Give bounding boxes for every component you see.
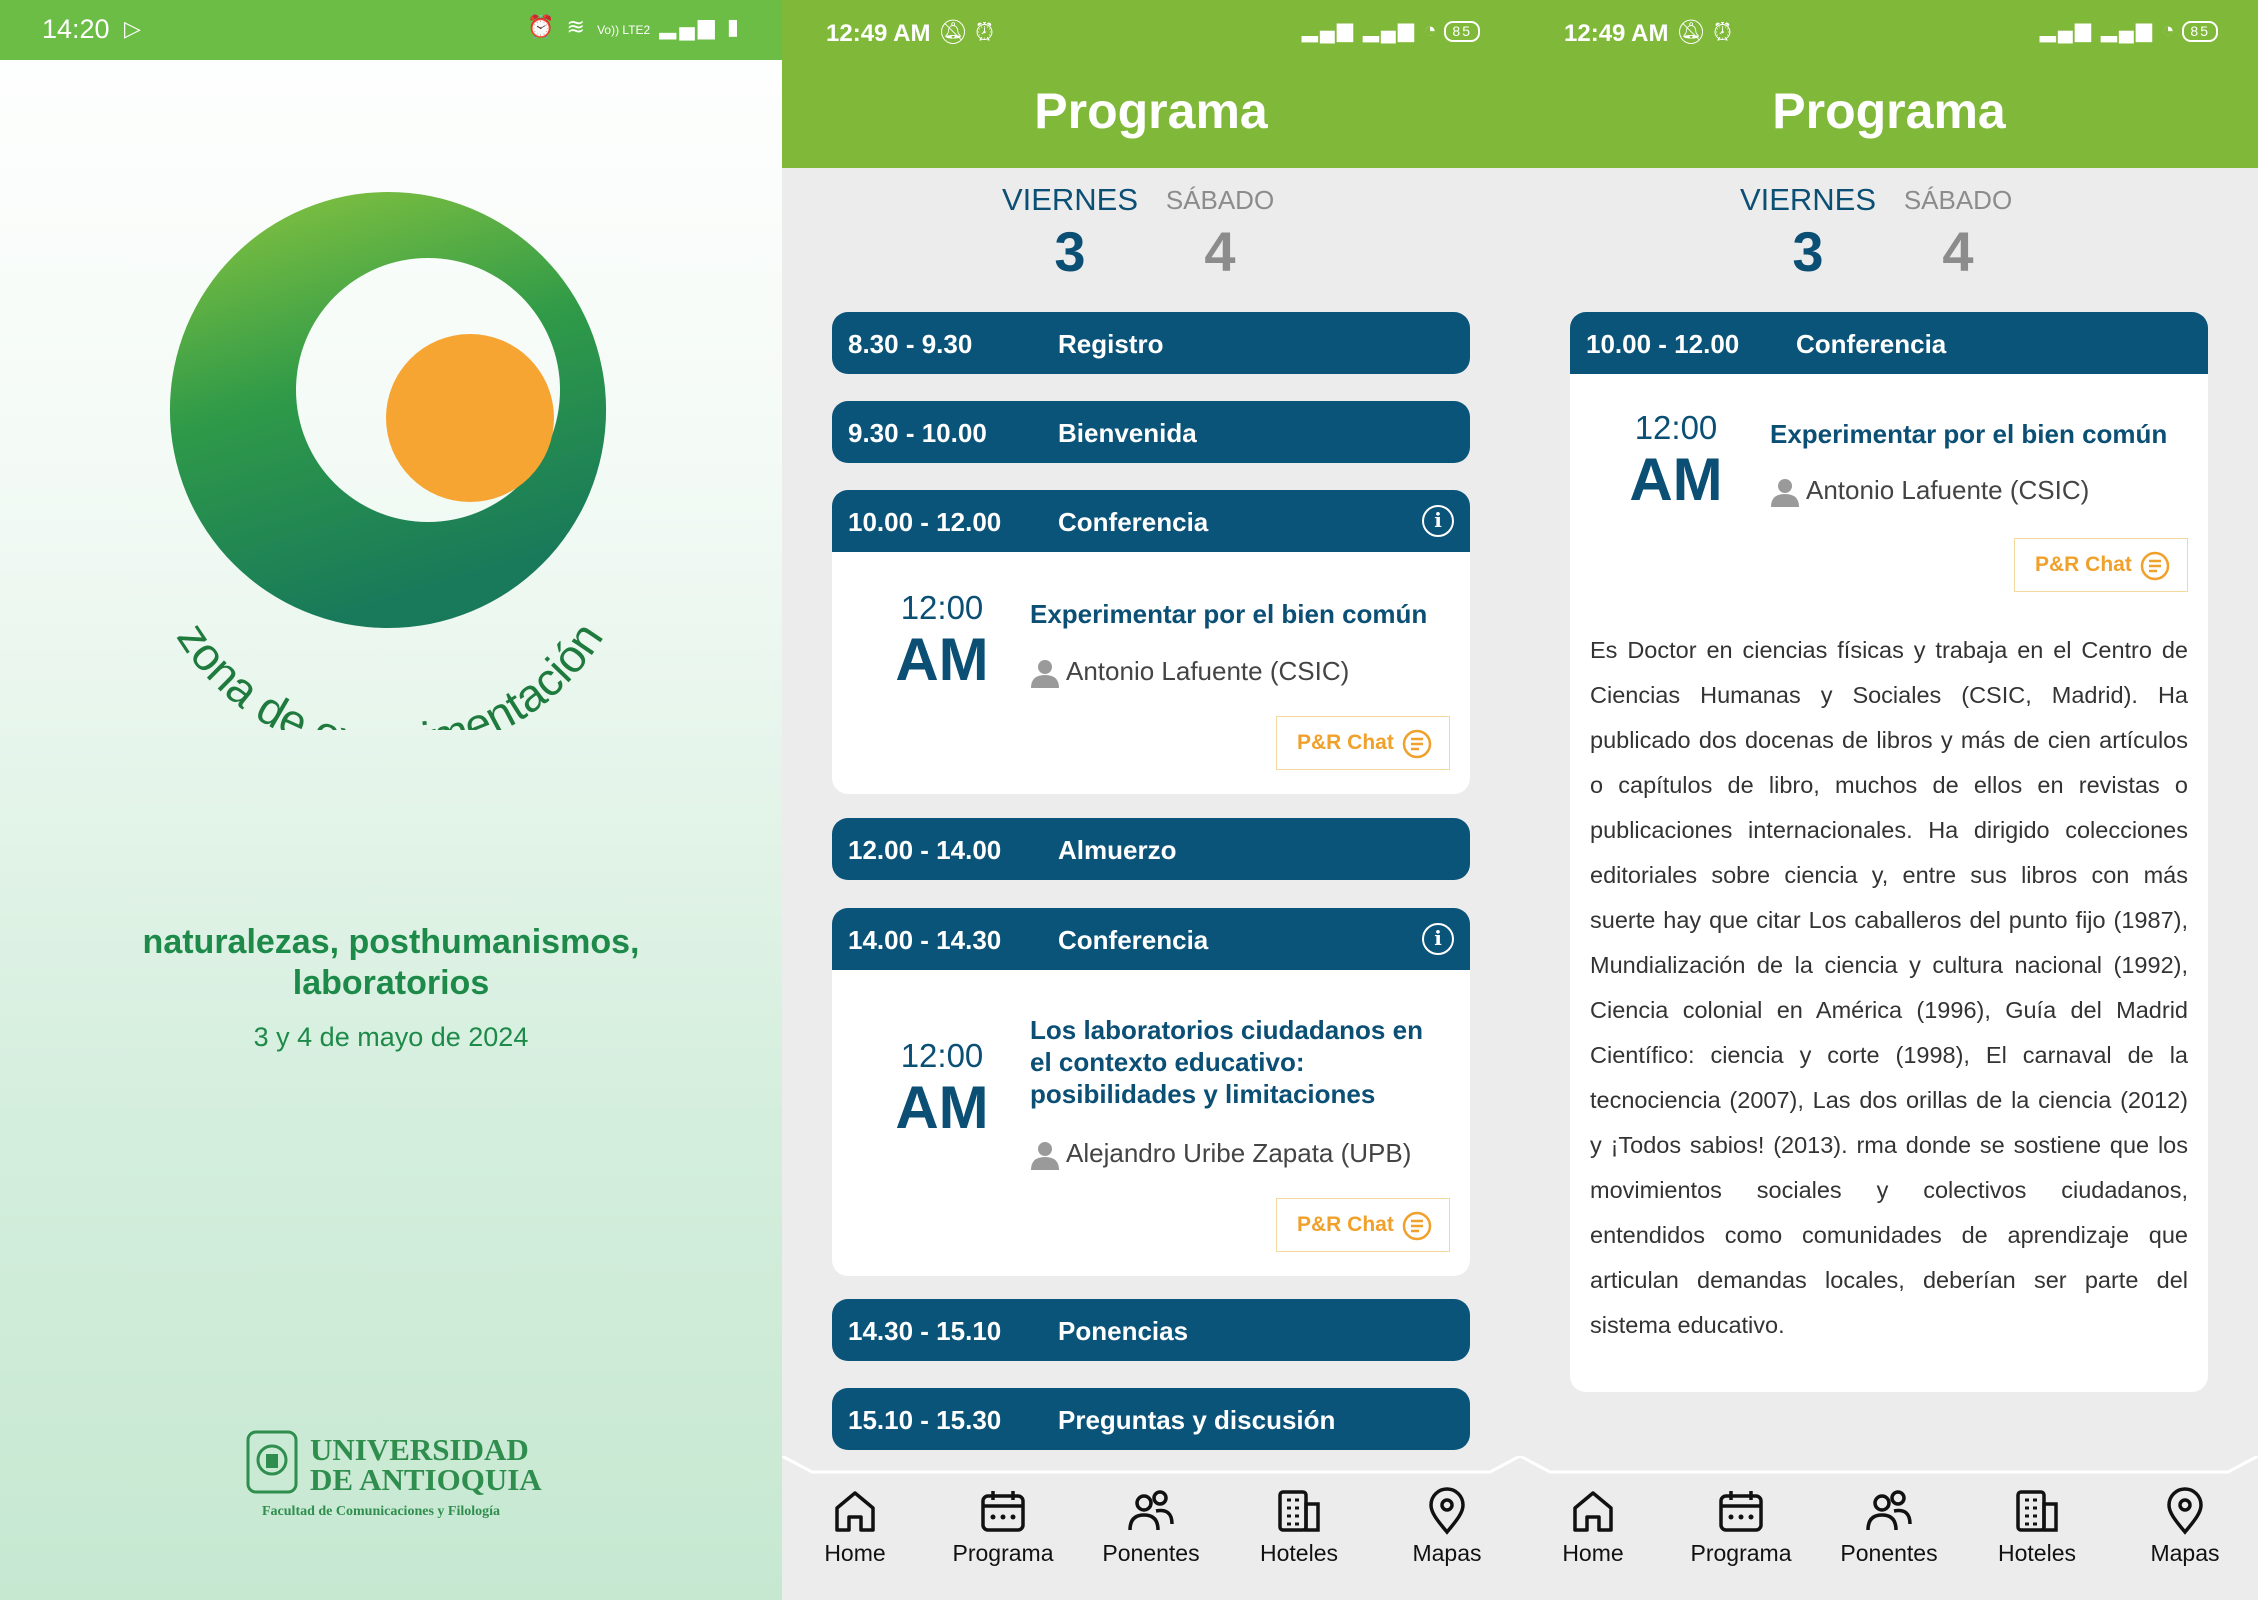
slot-label: Preguntas y discusión [1058,1405,1336,1435]
network-label: Vo)) LTE2 [597,23,651,37]
slot-time: 14.30 - 15.10 [848,1316,1002,1346]
program-screen [782,0,1520,1600]
wifi-icon: ◔ [1423,19,1439,42]
tab-viernes[interactable] [1738,180,1878,284]
tab-sabado[interactable] [1888,180,2028,284]
chat-label: P&R Chat [1297,1213,1394,1236]
bottom-nav [1520,1456,2258,1600]
talk-ampm: AM [895,626,989,693]
building-icon [1274,1486,1324,1536]
talk-ampm: AM [895,1074,989,1141]
program-detail-screen [1520,0,2258,1600]
talk-speaker[interactable] [1770,475,2089,507]
nav-label: Ponentes [1840,1540,1938,1566]
university-name-line1: UNIVERSIDAD [310,1432,529,1467]
slot-almuerzo[interactable] [832,818,1470,880]
building-icon [2012,1486,2062,1536]
nav-programa[interactable] [1676,1486,1806,1567]
speaker-name: Antonio Lafuente (CSIC) [1066,656,1350,686]
slot-time: 10.00 - 12.00 [1586,329,1740,359]
status-icons-right [1302,18,1480,43]
tab-viernes[interactable] [1000,180,1140,284]
talk-time [872,1036,1012,1140]
signal-icon: ▂▄▆ [1362,19,1416,42]
university-name-line2: DE ANTIOQUIA [310,1462,542,1497]
slot-registro[interactable] [832,312,1470,374]
signal-icon: ▂▄▆ [2039,19,2093,42]
tab-day-name: VIERNES [1739,182,1877,217]
slot-header[interactable] [1570,312,2208,374]
status-icons-left [1676,18,1732,47]
people-icon [1126,1486,1176,1536]
calendar-icon [978,1486,1028,1536]
person-icon [1030,1140,1060,1170]
status-icons-left [938,18,994,47]
slot-card-conferencia-2 [832,908,1470,1276]
chat-icon [1401,728,1433,760]
nav-label: Hoteles [1260,1540,1338,1566]
slot-time: 9.30 - 10.00 [848,418,987,448]
nav-programa[interactable] [938,1486,1068,1567]
nav-ponentes[interactable] [1086,1486,1216,1567]
orange-sun [386,334,554,502]
tab-day-number: 4 [1204,220,1236,283]
status-time: 12:49 AM [826,20,931,47]
page-title: Programa [1034,83,1268,139]
home-icon [830,1486,880,1536]
talk-speaker[interactable] [1030,1138,1411,1170]
mute-icon: 🔕︎ [1676,19,1707,46]
calendar-icon [1716,1486,1766,1536]
faculty-name: Facultad de Comunicaciones y Filología [262,1504,500,1519]
nav-label: Programa [952,1540,1054,1566]
university-seal-icon [246,1430,298,1494]
tab-day-number: 3 [1792,220,1824,283]
speaker-bio: Es Doctor en ciencias físicas y trabaja en el Centro de Ciencias Humanas y Sociales (CSIC, Madrid). Ha publicado dos docenas de libros y más de cien artículos o capítulos de libro, muchos de ellos en revistas o publicaciones internacionales. Ha dirigido colecciones editoriales sobre ciencia y, entre sus libros con más suerte hay que citar Los caballeros del punto fijo (1987), Mundialización de la ciencia y cultura nacional (1992), Ciencia colonial en América (1996), Guía del Madrid Científico: ciencia y corte (1998), El carnaval de la tecnociencia (2007), Las dos orillas de la ciencia (2012) y ¡Todos sabios! (2013). rma donde se sostiene que los movimientos sociales y colectivos ciudadanos, entendidos como comunidades de aprendizaje que articulan demandas locales, deberían ser parte del sistema educativo. [1590,637,2188,1338]
slot-card-conferencia [832,490,1470,794]
chat-icon [2139,550,2171,582]
slot-header[interactable] [832,490,1470,552]
bottom-nav [782,1456,1520,1600]
talk-title[interactable]: Experimentar por el bien común [1030,599,1428,629]
tab-sabado[interactable] [1150,180,1290,284]
person-icon [1770,477,1800,507]
app-header [1520,0,2258,168]
slot-time: 15.10 - 15.30 [848,1405,1002,1435]
chat-label: P&R Chat [1297,731,1394,754]
alarm-icon: ⏰︎ [1713,19,1732,46]
talk-title[interactable]: Los laboratorios ciudadanos en el contexto educativo: posibilidades y limitaciones [1030,1015,1423,1109]
day-tabs [782,180,1520,290]
tab-day-number: 4 [1942,220,1974,283]
info-icon[interactable]: i [1422,505,1454,537]
event-dates: 3 y 4 de mayo de 2024 [253,1022,529,1052]
slot-label: Conferencia [1058,925,1209,955]
nav-ponentes[interactable] [1824,1486,1954,1567]
nav-home[interactable] [1528,1486,1658,1567]
battery-icon: 85 [2182,21,2218,42]
speaker-name: Alejandro Uribe Zapata (UPB) [1066,1138,1412,1168]
signal-icon: ▂▄▆ [659,14,718,39]
day-tabs [1520,180,2258,290]
app-header [782,0,1520,168]
logo-graphic [120,170,660,730]
slot-time: 10.00 - 12.00 [848,507,1002,537]
wifi-icon: ≋ [566,14,588,39]
mute-icon: 🔕︎ [938,19,969,46]
slot-label: Almuerzo [1058,835,1177,865]
battery-icon: ▮ [726,14,742,39]
nav-label: Home [1562,1540,1624,1566]
home-icon [1568,1486,1618,1536]
talk-hour: 12:00 [900,589,984,626]
talk-speaker[interactable] [1030,656,1349,688]
info-icon[interactable]: i [1422,923,1454,955]
slot-label: Registro [1058,329,1164,359]
logo-text: zona de entación [167,612,613,730]
slot-label: Conferencia [1796,329,1947,359]
talk-detail-card [1570,312,2208,1392]
nav-hoteles[interactable] [1972,1486,2102,1567]
talk-title: Experimentar por el bien común [1770,419,2168,449]
slot-time: 8.30 - 9.30 [848,329,973,359]
tab-day-name: SÁBADO [1903,185,2013,215]
tab-day-number: 3 [1054,220,1086,283]
chat-label: P&R Chat [2035,553,2132,576]
slot-label: Conferencia [1058,507,1209,537]
tab-day-name: SÁBADO [1165,185,1275,215]
nav-label: Ponentes [1102,1540,1200,1566]
person-icon [1030,658,1060,688]
splash-screen [0,0,782,1600]
chat-button[interactable] [1276,1198,1450,1252]
nav-label: Home [824,1540,886,1566]
map-pin-icon [2160,1486,2210,1536]
slot-time: 14.00 - 14.30 [848,925,1002,955]
chat-icon [1401,1210,1433,1242]
tagline: naturalezas, posthumanismos, laboratorios [142,923,640,1002]
nav-notch [1520,1456,2258,1476]
slot-label: Bienvenida [1058,418,1197,448]
map-pin-icon [1422,1486,1472,1536]
nav-label: Mapas [1412,1540,1482,1566]
chat-button[interactable] [1276,716,1450,770]
people-icon [1864,1486,1914,1536]
nav-home[interactable] [790,1486,920,1567]
event-logo [120,170,660,730]
slot-preguntas[interactable] [832,1388,1470,1450]
university-logo [246,1430,566,1520]
talk-time [1606,408,1746,512]
talk-hour: 12:00 [1634,409,1718,446]
play-store-icon: ▷ [124,16,141,41]
nav-notch [782,1456,1520,1476]
signal-icon: ▂▄▆ [1301,19,1355,42]
nav-label: Hoteles [1998,1540,2076,1566]
nav-mapas[interactable] [2120,1486,2250,1567]
alarm-icon: ⏰︎ [975,19,994,46]
nav-mapas[interactable] [1382,1486,1512,1567]
talk-ampm: AM [1629,446,1723,513]
chat-button[interactable] [2014,538,2188,592]
slot-ponencias[interactable] [832,1299,1470,1361]
status-icons-right [2040,18,2218,43]
status-time: 14:20 [42,14,110,44]
slot-label: Ponencias [1058,1316,1189,1346]
talk-time [872,588,1012,692]
page-title: Programa [1772,83,2006,139]
nav-label: Programa [1690,1540,1792,1566]
status-time: 12:49 AM [1564,20,1669,47]
status-icons [527,14,742,40]
talk-hour: 12:00 [900,1037,984,1074]
speaker-name: Antonio Lafuente (CSIC) [1806,475,2090,505]
slot-time: 12.00 - 14.00 [848,835,1002,865]
alarm-icon: ⏰ [526,14,558,39]
nav-hoteles[interactable] [1234,1486,1364,1567]
battery-icon: 85 [1444,21,1480,42]
nav-label: Mapas [2150,1540,2220,1566]
tab-day-name: VIERNES [1001,182,1139,217]
signal-icon: ▂▄▆ [2100,19,2154,42]
slot-bienvenida[interactable] [832,401,1470,463]
slot-header[interactable] [832,908,1470,970]
status-bar [0,0,782,60]
wifi-icon: ◔ [2161,19,2177,42]
